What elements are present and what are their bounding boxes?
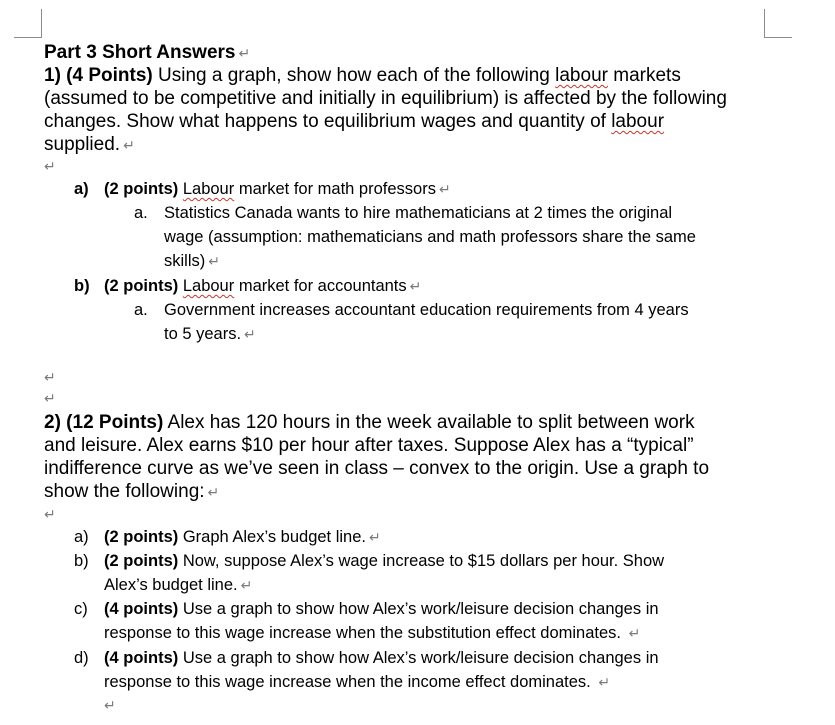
paragraph-mark: ↵	[44, 158, 56, 174]
page-corner-mark-left	[14, 9, 42, 38]
paragraph-mark: ↵	[44, 506, 56, 522]
question-1: 1) (4 Points) Using a graph, show how each of the following labour markets (assumed to be competitive and initially in equilibrium) is affected by the following changes. Show what happens to equilibrium wages and quantity of labour supplied. ↵	[44, 65, 727, 155]
page-corner-mark-right	[764, 9, 792, 38]
question-2: 2) (12 Points) Alex has 120 hours in the week available to split between work and leisure. Alex earns $10 per hour after taxes. Suppose Alex has a “typical” indifference curve as we’ve seen in class – convex to the origin. Use a graph to show the following: ↵	[44, 412, 710, 502]
paragraph-mark: ↵	[44, 390, 56, 406]
paragraph-mark: ↵	[104, 697, 116, 713]
paragraph-mark: ↵	[44, 369, 56, 385]
section-heading: Part 3 Short Answers ↵	[44, 42, 251, 63]
